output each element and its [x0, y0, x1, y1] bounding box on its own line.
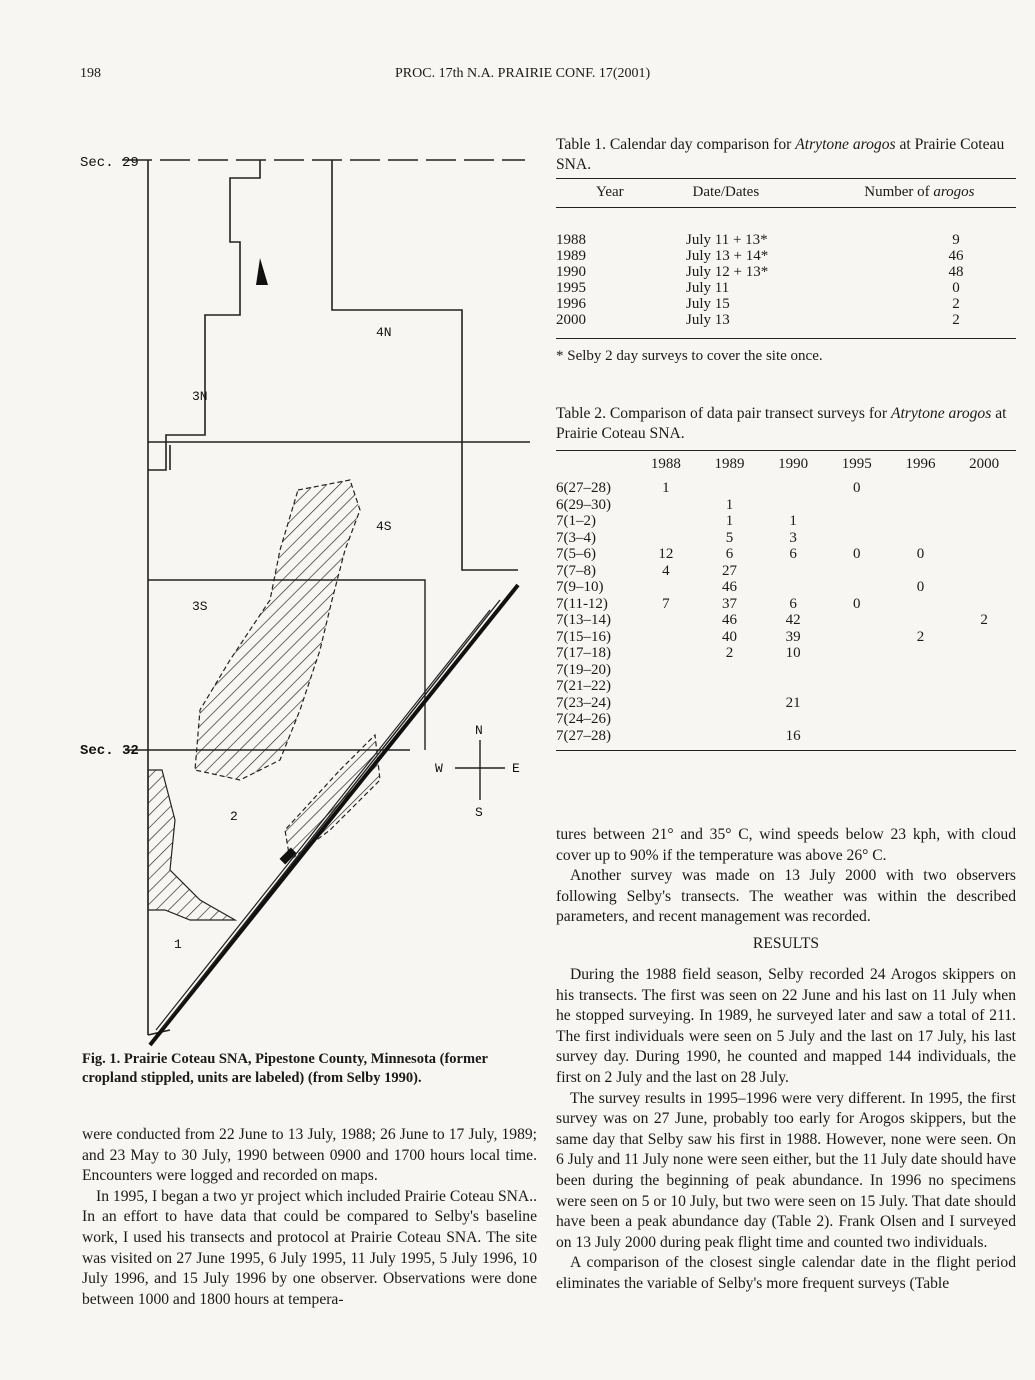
- table-cell: [825, 678, 889, 695]
- table-cell: [698, 728, 762, 745]
- table-cell: [698, 695, 762, 712]
- paragraph: tures between 21° and 35° C, wind speeds below 23 kph, with cloud cover up to 90% if the temperature was above 26° C.: [556, 826, 1016, 864]
- table-row: [556, 596, 1016, 613]
- compass-w: W: [435, 761, 443, 776]
- table-cell: [634, 612, 698, 629]
- table-row: [556, 695, 1016, 712]
- label-4s: 4S: [376, 519, 392, 534]
- paragraph: The survey results in 1995–1996 were very different. In 1995, the first survey was on 27 June, probably too early for Arogos skippers, but the same day that Selby saw his first in 1988. However, none were seen. On 6 July and 11 July none were seen either, but the 11 July date should have been during the beginning of peak abundance. In 1996 no specimens were seen on 5 or 10 July, but two were seen on 15 July. That date should have been a peak abundance day (Table 2). Frank Olsen and I surveyed on 13 July 2000 during peak flight time and counted two individuals.: [556, 1089, 1016, 1251]
- table-row: 1988 July 11 + 13* 9: [556, 232, 960, 248]
- results-heading: RESULTS: [752, 935, 820, 952]
- table-cell: [889, 497, 953, 514]
- table-cell: [952, 546, 1016, 563]
- journal-title: PROC. 17th N.A. PRAIRIE CONF. 17(2001): [395, 66, 651, 81]
- highway-rail: [162, 600, 500, 1028]
- table-row: [556, 711, 1016, 728]
- table-row: [556, 546, 1016, 563]
- table-cell: 37: [721, 595, 737, 612]
- table1-footnote: * Selby 2 day surveys to cover the site once.: [556, 348, 823, 364]
- table-cell: [952, 530, 1016, 547]
- table-cell: [698, 711, 762, 728]
- table-cell: 16: [785, 727, 801, 744]
- table-row: [556, 579, 1016, 596]
- table-cell: [825, 711, 889, 728]
- cropland-area-upper: [195, 480, 360, 780]
- table-cell: 6: [725, 546, 734, 562]
- table-row: [556, 497, 1016, 514]
- table1-caption: Table 1. Calendar day comparison for Atrytone arogos at Prairie Coteau SNA.: [556, 136, 1005, 173]
- table-cell: [889, 645, 953, 662]
- table-cell: [889, 563, 953, 580]
- table-cell: 6: [789, 546, 797, 562]
- row-label: 7(11-12): [556, 595, 608, 612]
- table-row: [556, 728, 1016, 745]
- table-row: 1989 July 13 + 14* 46: [556, 248, 964, 264]
- row-label: 7(3–4): [556, 529, 596, 546]
- table-cell: [825, 530, 889, 547]
- label-2: 2: [230, 809, 238, 824]
- table2: [556, 450, 1016, 751]
- table-cell: 2: [916, 628, 925, 645]
- col-dates: Date/Dates: [692, 184, 760, 200]
- table-cell: [761, 563, 825, 580]
- pond: [256, 258, 268, 285]
- highway-edge: [150, 585, 518, 1045]
- table-row: 1996 July 15 2: [556, 296, 960, 312]
- row-label: 7(24–26): [556, 711, 611, 727]
- col-year: 1995: [841, 456, 872, 472]
- site-map-figure: [70, 130, 540, 1050]
- table-cell: [952, 497, 1016, 514]
- table-cell: 0: [916, 579, 925, 595]
- table-cell: [698, 480, 762, 497]
- paragraph: A comparison of the closest single calendar date in the flight period eliminates the variable of Selby's more frequent surveys (Table: [556, 1254, 1016, 1292]
- figure-caption: Fig. 1. Prairie Coteau SNA, Pipestone County, Minnesota (former cropland stippled, units are labeled) (from Selby 1990).: [82, 1051, 488, 1086]
- table-cell: 40: [721, 628, 737, 645]
- page-number: 198: [80, 66, 101, 81]
- row-label: 7(15–16): [556, 628, 611, 645]
- table-cell: 0: [916, 546, 925, 562]
- table-cell: [634, 695, 698, 712]
- table-row: [556, 629, 1016, 646]
- table-row: 1995 July 11 0: [556, 280, 960, 296]
- table-cell: 39: [785, 628, 801, 645]
- label-3s: 3S: [192, 599, 208, 614]
- table2-caption: Table 2. Comparison of data pair transect surveys for Atrytone arogos at Prairie Coteau SNA.: [556, 405, 1007, 442]
- compass-e: E: [512, 761, 520, 776]
- row-label: 7(19–20): [556, 661, 611, 678]
- table-cell: 7: [662, 595, 670, 612]
- table-cell: [634, 497, 698, 514]
- table-cell: [761, 662, 825, 679]
- cropland-area-left: [148, 770, 235, 920]
- table-row: 1990 July 12 + 13* 48: [556, 264, 964, 280]
- table-cell: [634, 629, 698, 646]
- table-cell: 12: [658, 546, 674, 562]
- table-cell: [889, 711, 953, 728]
- table-cell: 2: [980, 612, 988, 628]
- table-cell: [952, 711, 1016, 728]
- table-cell: [889, 513, 953, 530]
- right-column-text-bottom: [556, 965, 1016, 1295]
- compass-n: N: [475, 723, 483, 738]
- highway-rail: [156, 610, 490, 1030]
- table-cell: [889, 678, 953, 695]
- table-cell: [825, 513, 889, 530]
- row-label: 7(21–22): [556, 678, 611, 694]
- row-label: 7(9–10): [556, 579, 604, 595]
- right-column-text-top: [556, 825, 1016, 928]
- row-label: 6(29–30): [556, 496, 611, 513]
- label-4n: 4N: [376, 325, 392, 340]
- table-cell: 1: [789, 513, 797, 529]
- table-cell: 0: [853, 480, 861, 496]
- table-cell: [889, 728, 953, 745]
- table-cell: [825, 645, 889, 662]
- table1: [556, 178, 1016, 339]
- paragraph: In 1995, I began a two yr project which included Prairie Coteau SNA.. In an effort to have data that could be compared to Selby's baseline work, I used his transects and protocol at Prairie Coteau SNA. The site was visited on 27 June 1995, 6 July 1995, 11 July 1995, 5 July 1996, 10 July 1996, and 15 July 1996 by one observer. Observations were done between 1000 and 1800 hours at tempera-: [82, 1187, 537, 1308]
- label-sec32: Sec. 32: [80, 743, 139, 759]
- table-cell: [952, 563, 1016, 580]
- cropland-area-lower: [285, 735, 380, 860]
- table-cell: [825, 662, 889, 679]
- col-year: 2000: [969, 456, 1000, 472]
- table-cell: [634, 662, 698, 679]
- table-cell: [634, 711, 698, 728]
- table-cell: 46: [721, 612, 737, 628]
- col-year: Year: [596, 184, 624, 200]
- table-cell: 10: [785, 645, 801, 661]
- table-cell: [952, 480, 1016, 497]
- table-row: [556, 530, 1016, 547]
- table-cell: 0: [853, 595, 861, 612]
- table-cell: [952, 579, 1016, 596]
- table-row: [556, 563, 1016, 580]
- table-row: [556, 645, 1016, 662]
- left-column-text: [82, 1125, 537, 1310]
- table-cell: 6: [789, 595, 797, 612]
- table-row: [556, 480, 1016, 497]
- row-label: 7(13–14): [556, 612, 611, 628]
- table-cell: 1: [725, 513, 734, 529]
- table-cell: [889, 695, 953, 712]
- table-cell: [889, 596, 953, 613]
- table-cell: [634, 579, 698, 596]
- compass-s: S: [475, 805, 483, 820]
- table-cell: [952, 695, 1016, 712]
- table-cell: 0: [853, 546, 861, 562]
- col-year: 1990: [778, 456, 809, 472]
- table-cell: 42: [785, 612, 801, 628]
- row-label: 7(17–18): [556, 645, 611, 661]
- table-cell: [761, 711, 825, 728]
- table-cell: [889, 530, 953, 547]
- table-cell: [761, 480, 825, 497]
- col-year: 1996: [905, 456, 936, 472]
- table-cell: 1: [662, 480, 670, 496]
- table-cell: [825, 579, 889, 596]
- table-cell: [952, 678, 1016, 695]
- table-cell: 1: [725, 496, 734, 513]
- table-cell: 27: [721, 562, 737, 579]
- table-cell: [825, 629, 889, 646]
- paragraph: were conducted from 22 June to 13 July, 1988; 26 June to 17 July, 1989; and 23 May to 30 July, 1990 between 0900 and 1700 hours local time. Encounters were logged and recorded on maps.: [82, 1126, 537, 1185]
- table-cell: [761, 678, 825, 695]
- table-cell: [825, 695, 889, 712]
- col-year: 1988: [650, 456, 681, 472]
- table-row: [556, 678, 1016, 695]
- row-label: 7(1–2): [556, 513, 596, 529]
- table-row: [556, 513, 1016, 530]
- row-label: 6(27–28): [556, 480, 611, 496]
- table-cell: [634, 530, 698, 547]
- table-cell: [825, 563, 889, 580]
- paragraph: Another survey was made on 13 July 2000 with two observers following Selby's transects. The weather was within the described parameters, and recent management was recorded.: [556, 867, 1016, 926]
- table-row: 2000 July 13 2: [556, 312, 960, 328]
- table-cell: [825, 497, 889, 514]
- table-cell: [634, 645, 698, 662]
- label-1: 1: [174, 937, 182, 952]
- table-cell: 3: [789, 529, 797, 546]
- table-cell: [825, 612, 889, 629]
- label-sec29: Sec. 29: [80, 155, 139, 171]
- table-cell: [952, 645, 1016, 662]
- table-cell: [889, 480, 953, 497]
- table-cell: [698, 678, 762, 695]
- table-cell: [825, 728, 889, 745]
- table-cell: [952, 629, 1016, 646]
- row-label: 7(7–8): [556, 562, 596, 579]
- col-number: Number of arogos: [864, 184, 975, 200]
- table-cell: 4: [662, 562, 670, 579]
- row-label: 7(27–28): [556, 727, 611, 744]
- table-row: [556, 662, 1016, 679]
- table-cell: [634, 513, 698, 530]
- table-cell: [952, 596, 1016, 613]
- table-cell: [889, 662, 953, 679]
- table-cell: [634, 678, 698, 695]
- table-cell: 46: [721, 579, 737, 595]
- table-cell: 21: [785, 694, 801, 711]
- col-year: 1989: [714, 456, 745, 472]
- table-cell: [634, 728, 698, 745]
- table-cell: 5: [725, 529, 734, 546]
- table-cell: [952, 728, 1016, 745]
- table-cell: [889, 612, 953, 629]
- paragraph: During the 1988 field season, Selby recorded 24 Arogos skippers on his transects. The first was seen on 22 June and his last on 11 July when he stopped surveying. In 1989, he surveyed later and saw a total of 211. The first individuals were seen on 5 July and the last on 17 July, his last survey day. During 1990, he counted and mapped 144 individuals, the first on 2 July and the last on 28 July.: [556, 966, 1016, 1086]
- table-row: [556, 612, 1016, 629]
- table-cell: [761, 497, 825, 514]
- row-label: 7(23–24): [556, 694, 611, 711]
- table-cell: [761, 579, 825, 596]
- row-label: 7(5–6): [556, 546, 596, 562]
- table-cell: 2: [725, 645, 734, 661]
- table-cell: [952, 662, 1016, 679]
- table-cell: [952, 513, 1016, 530]
- label-3n: 3N: [192, 389, 208, 404]
- table-cell: [698, 662, 762, 679]
